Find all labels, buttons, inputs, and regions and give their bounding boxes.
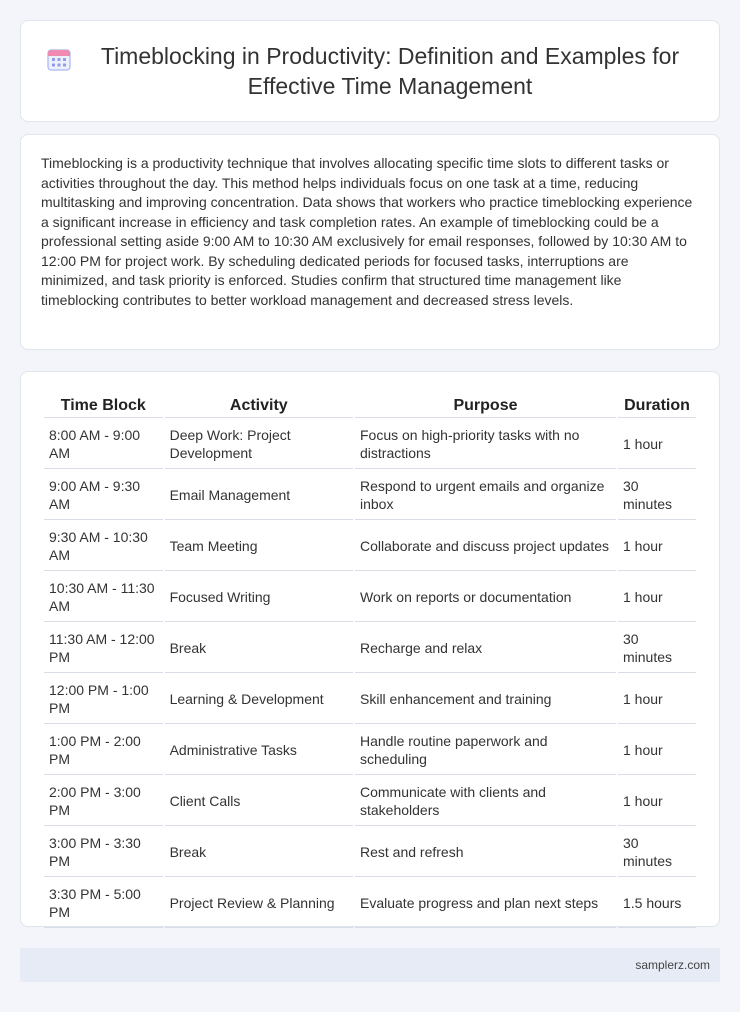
cell-duration: 1 hour [618, 522, 696, 571]
cell-purpose: Evaluate progress and plan next steps [355, 879, 616, 928]
cell-purpose: Recharge and relax [355, 624, 616, 673]
cell-activity: Deep Work: Project Development [165, 420, 353, 469]
cell-time-block: 2:00 PM - 3:00 PM [44, 777, 163, 826]
table-row [44, 420, 696, 469]
cell-activity: Break [165, 828, 353, 877]
cell-activity: Email Management [165, 471, 353, 520]
column-header-time-block: Time Block [44, 390, 163, 418]
cell-activity: Break [165, 624, 353, 673]
cell-activity: Focused Writing [165, 573, 353, 622]
cell-activity: Administrative Tasks [165, 726, 353, 775]
cell-duration: 30 minutes [618, 828, 696, 877]
intro-card [20, 134, 720, 350]
column-header-activity: Activity [165, 390, 353, 418]
table-header-row [44, 390, 696, 418]
cell-purpose: Rest and refresh [355, 828, 616, 877]
cell-purpose: Handle routine paperwork and scheduling [355, 726, 616, 775]
cell-time-block: 1:00 PM - 2:00 PM [44, 726, 163, 775]
cell-purpose: Communicate with clients and stakeholders [355, 777, 616, 826]
cell-time-block: 10:30 AM - 11:30 AM [44, 573, 163, 622]
table-row [44, 471, 696, 520]
footer-site-link[interactable]: samplerz.com [635, 958, 710, 972]
cell-duration: 30 minutes [618, 471, 696, 520]
cell-time-block: 3:00 PM - 3:30 PM [44, 828, 163, 877]
cell-duration: 1 hour [618, 573, 696, 622]
cell-purpose: Focus on high-priority tasks with no distractions [355, 420, 616, 469]
cell-duration: 1.5 hours [618, 879, 696, 928]
cell-activity: Learning & Development [165, 675, 353, 724]
cell-purpose: Work on reports or documentation [355, 573, 616, 622]
table-row [44, 573, 696, 622]
cell-duration: 1 hour [618, 726, 696, 775]
table-row [44, 726, 696, 775]
intro-paragraph: Timeblocking is a productivity technique that involves allocating specific time slots to different tasks or activities throughout the day. This method helps individuals focus on one task at a time, reducing multitasking and improving concentration. Data shows that workers who practice timeblocking experience a significant increase in efficiency and task completion rates. An example of timeblocking could be a professional setting aside 9:00 AM to 10:30 AM exclusively for email responses, followed by 10:30 AM to 12:00 PM for project work. By scheduling dedicated periods for focused tasks, interruptions are minimized, and task priority is enforced. Studies confirm that structured time management like timeblocking contributes to better workload management and decreased stress levels. [41, 155, 693, 308]
page-title: Timeblocking in Productivity: Definition and Examples for Effective Time Management [100, 43, 680, 99]
header-card [20, 20, 720, 122]
cell-duration: 1 hour [618, 675, 696, 724]
footer-bar [20, 948, 720, 982]
cell-time-block: 9:00 AM - 9:30 AM [44, 471, 163, 520]
cell-time-block: 9:30 AM - 10:30 AM [44, 522, 163, 571]
cell-activity: Project Review & Planning [165, 879, 353, 928]
cell-duration: 1 hour [618, 420, 696, 469]
cell-time-block: 11:30 AM - 12:00 PM [44, 624, 163, 673]
table-row [44, 675, 696, 724]
cell-time-block: 8:00 AM - 9:00 AM [44, 420, 163, 469]
cell-duration: 30 minutes [618, 624, 696, 673]
table-row [44, 828, 696, 877]
column-header-duration: Duration [618, 390, 696, 418]
schedule-table [42, 388, 698, 930]
column-header-purpose: Purpose [355, 390, 616, 418]
table-row [44, 624, 696, 673]
cell-activity: Client Calls [165, 777, 353, 826]
table-row [44, 879, 696, 928]
cell-purpose: Skill enhancement and training [355, 675, 616, 724]
cell-purpose: Respond to urgent emails and organize inbox [355, 471, 616, 520]
cell-time-block: 3:30 PM - 5:00 PM [44, 879, 163, 928]
cell-purpose: Collaborate and discuss project updates [355, 522, 616, 571]
table-row [44, 522, 696, 571]
cell-activity: Team Meeting [165, 522, 353, 571]
table-row [44, 777, 696, 826]
schedule-table-card [20, 371, 720, 927]
cell-time-block: 12:00 PM - 1:00 PM [44, 675, 163, 724]
cell-duration: 1 hour [618, 777, 696, 826]
